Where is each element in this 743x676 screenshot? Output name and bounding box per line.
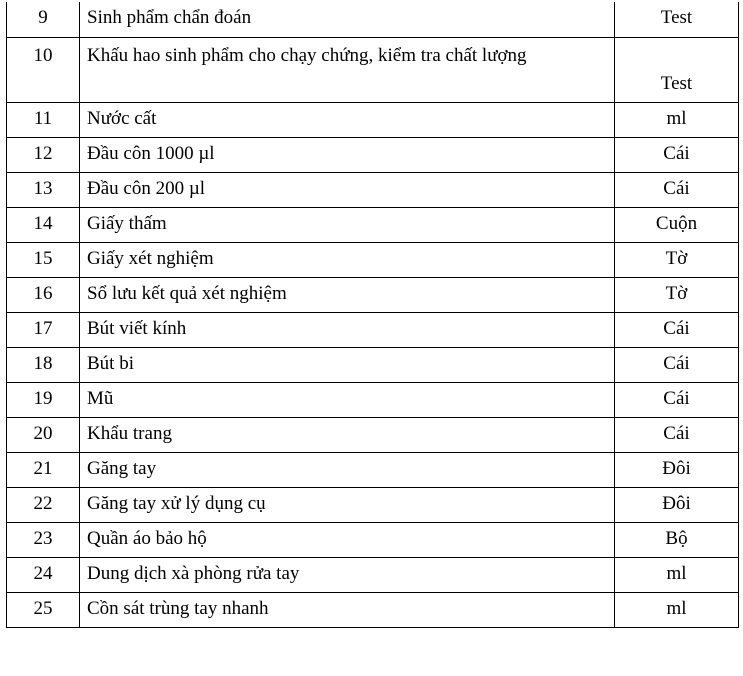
- table-row: [7, 592, 739, 627]
- table-row: [7, 37, 739, 102]
- table-row: [7, 102, 739, 137]
- item-unit: Test: [615, 2, 739, 37]
- row-number: 10: [7, 37, 80, 102]
- row-number: 23: [7, 522, 80, 557]
- row-number: 20: [7, 417, 80, 452]
- table-row: [7, 207, 739, 242]
- item-name: Găng tay: [80, 452, 615, 487]
- table-row: [7, 242, 739, 277]
- row-number: 18: [7, 347, 80, 382]
- item-name: Dung dịch xà phòng rửa tay: [80, 557, 615, 592]
- table-row: [7, 347, 739, 382]
- row-number: 22: [7, 487, 80, 522]
- item-unit: ml: [615, 102, 739, 137]
- table-row: [7, 417, 739, 452]
- item-unit: Cuộn: [615, 207, 739, 242]
- table-row: [7, 522, 739, 557]
- item-name: Đầu côn 200 µl: [80, 172, 615, 207]
- item-unit: Bộ: [615, 522, 739, 557]
- row-number: 16: [7, 277, 80, 312]
- row-number: 17: [7, 312, 80, 347]
- row-number: 12: [7, 137, 80, 172]
- row-number: 9: [7, 2, 80, 37]
- table-row: [7, 2, 739, 37]
- item-unit: Cái: [615, 417, 739, 452]
- item-name: Mũ: [80, 382, 615, 417]
- item-unit: Cái: [615, 312, 739, 347]
- item-unit: Đôi: [615, 487, 739, 522]
- item-name: Bút bi: [80, 347, 615, 382]
- item-name: Giấy xét nghiệm: [80, 242, 615, 277]
- item-unit: Cái: [615, 382, 739, 417]
- row-number: 13: [7, 172, 80, 207]
- item-unit: Tờ: [615, 277, 739, 312]
- item-unit: Đôi: [615, 452, 739, 487]
- row-number: 15: [7, 242, 80, 277]
- item-unit: ml: [615, 557, 739, 592]
- item-name: Đầu côn 1000 µl: [80, 137, 615, 172]
- item-name: Giấy thấm: [80, 207, 615, 242]
- table-row: [7, 487, 739, 522]
- item-unit: Test: [615, 37, 739, 102]
- item-unit: Tờ: [615, 242, 739, 277]
- table-row: [7, 557, 739, 592]
- row-number: 11: [7, 102, 80, 137]
- item-name: Găng tay xử lý dụng cụ: [80, 487, 615, 522]
- item-name: Quần áo bảo hộ: [80, 522, 615, 557]
- row-number: 19: [7, 382, 80, 417]
- row-number: 24: [7, 557, 80, 592]
- row-number: 25: [7, 592, 80, 627]
- row-number: 14: [7, 207, 80, 242]
- item-name: Khấu hao sinh phẩm cho chạy chứng, kiểm tra chất lượng: [80, 37, 615, 102]
- item-name: Khẩu trang: [80, 417, 615, 452]
- item-name: Cồn sát trùng tay nhanh: [80, 592, 615, 627]
- table-row: [7, 172, 739, 207]
- item-unit: Cái: [615, 137, 739, 172]
- supplies-table-body: [7, 2, 739, 627]
- supplies-table: [6, 2, 739, 628]
- item-unit: Cái: [615, 347, 739, 382]
- item-name: Bút viết kính: [80, 312, 615, 347]
- item-unit: ml: [615, 592, 739, 627]
- row-number: 21: [7, 452, 80, 487]
- table-row: [7, 382, 739, 417]
- table-row: [7, 137, 739, 172]
- item-unit: Cái: [615, 172, 739, 207]
- table-row: [7, 312, 739, 347]
- table-row: [7, 277, 739, 312]
- item-name: Nước cất: [80, 102, 615, 137]
- item-name: Sổ lưu kết quả xét nghiệm: [80, 277, 615, 312]
- table-row: [7, 452, 739, 487]
- item-name: Sinh phẩm chẩn đoán: [80, 2, 615, 37]
